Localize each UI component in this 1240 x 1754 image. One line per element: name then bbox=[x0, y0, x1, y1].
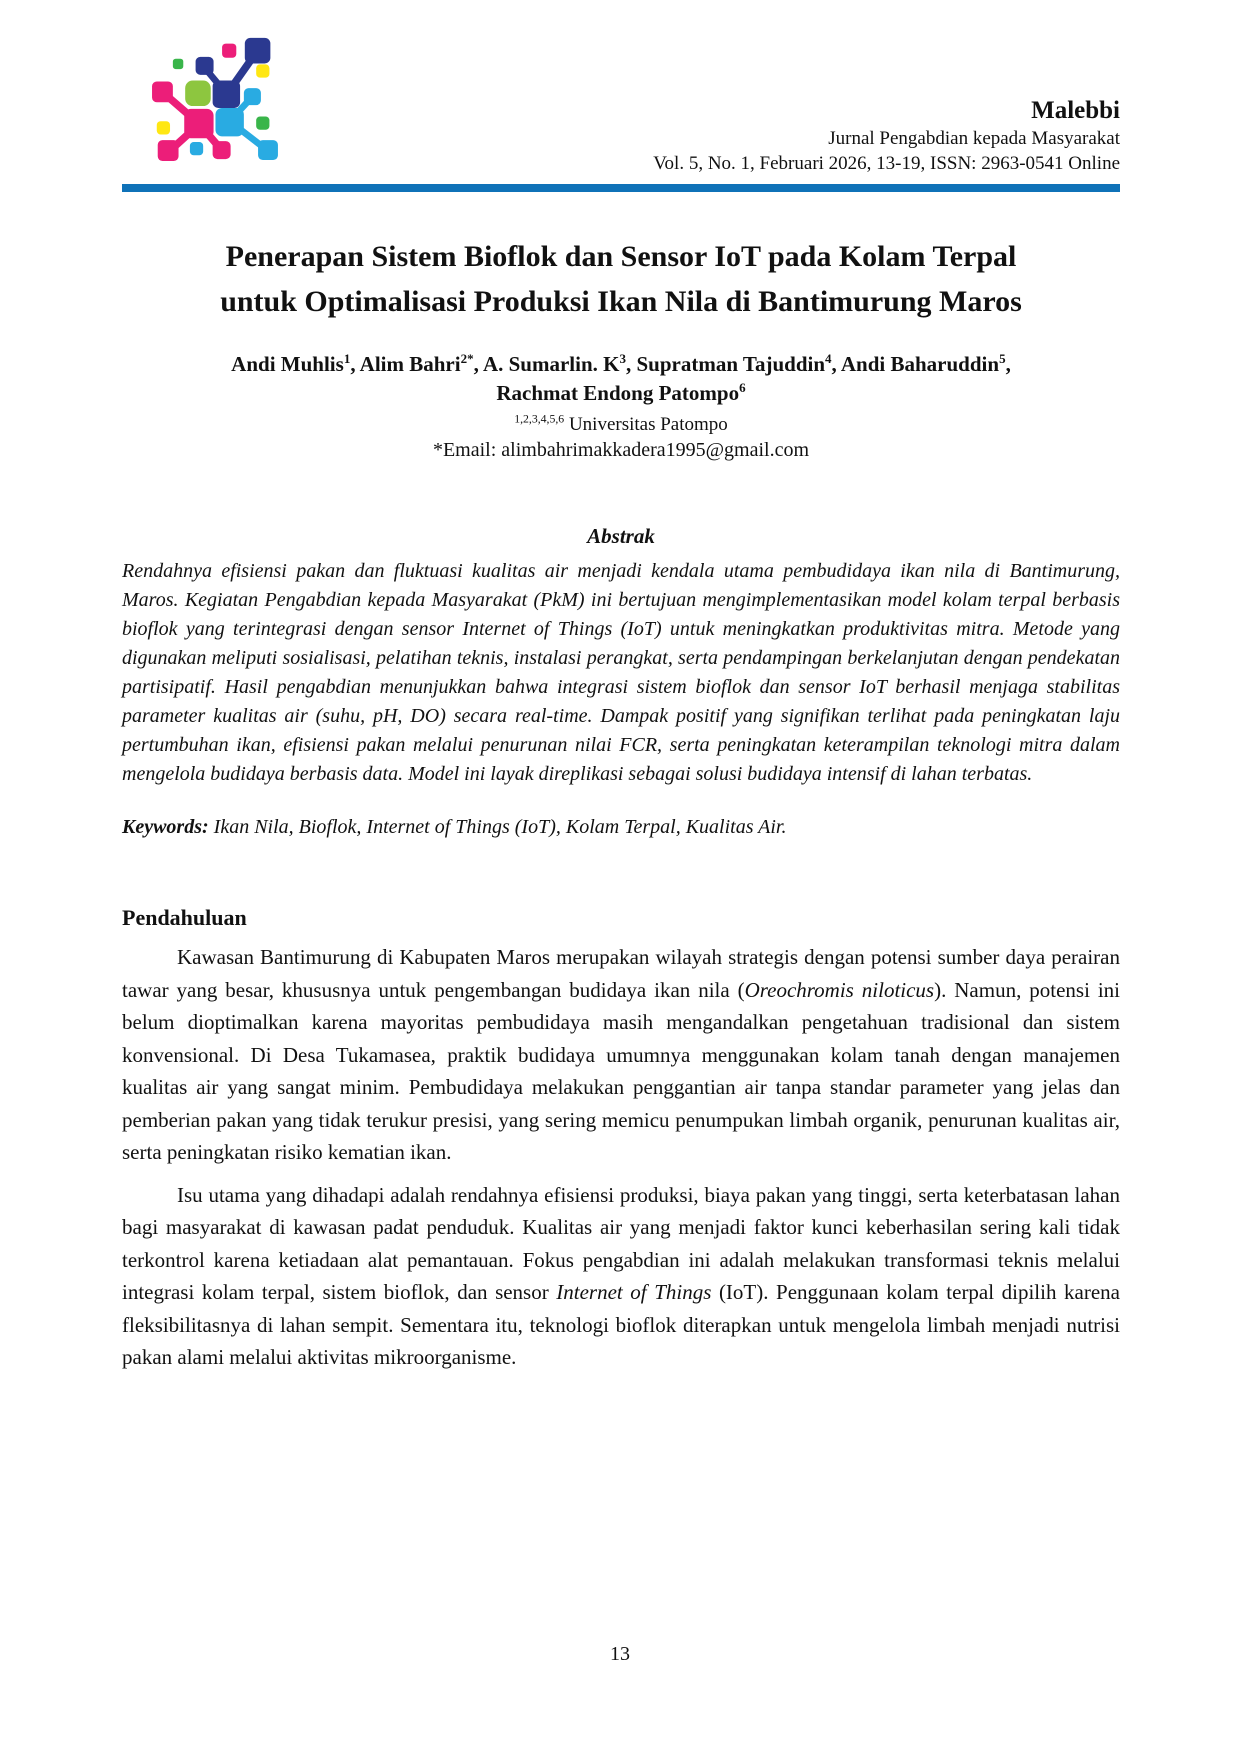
author-6: Rachmat Endong Patompo$^6$ bbox=[496, 380, 746, 405]
paragraph-2: Isu utama yang dihadapi adalah rendahnya efisiensi produksi, biaya pakan yang tinggi, serta keterbatasan lahan bagi masyarakat di kawasan padat penduduk. Kualitas air yang menjadi faktor kunci keberhasilan sering kali tidak terkontrol karena ketiadaan alat pemantauan. Fokus pengabdian ini adalah melakukan transformasi teknis melalui integrasi kolam terpal, sistem bioflok, dan sensor Internet of Things (IoT). Penggunaan kolam terpal dipilih karena fleksibilitasnya di lahan sempit. Sementara itu, teknologi bioflok diterapkan untuk mengelola limbah menjadi nutrisi pakan alami melalui aktivitas mikroorganisme. bbox=[122, 1182, 1120, 1369]
article-title bbox=[122, 234, 1120, 324]
author-1-superscript: 1 bbox=[343, 351, 351, 366]
authors-line bbox=[226, 350, 1016, 408]
affiliation-line bbox=[122, 414, 1120, 436]
author-1: Andi Muhlis$^1$, bbox=[231, 351, 360, 376]
email-line: *Email: alimbahrimakkadera1995@gmail.com bbox=[432, 439, 810, 461]
author-4: Supratman Tajuddin$^4$, bbox=[636, 351, 841, 376]
author-3-superscript: 3 bbox=[619, 351, 626, 366]
journal-subtitle: Jurnal Pengabdian kepada Masyarakat bbox=[828, 128, 1120, 150]
abstract-body: Rendahnya efisiensi pakan dan fluktuasi kualitas air menjadi kendala utama pembudidaya ikan nila di Bantimurung, Maros. Kegiatan Pengabdian kepada Masyarakat (PkM) ini bertujuan mengimplementasikan model kolam terpal berbasis bioflok yang terintegrasi dengan sensor Internet of Things (IoT) untuk meningkatkan produktivitas mitra. Metode yang digunakan meliputi sosialisasi, pelatihan teknis, instalasi perangkat, serta pendampingan berkelanjutan dengan pendekatan partisipatif. Hasil pengabdian menunjukkan bahwa integrasi sistem bioflok dan sensor IoT berhasil menjaga stabilitas parameter kualitas air (suhu, pH, DO) secara real-time. Dampak positif yang signifikan terlihat pada peningkatan laju pertumbuhan ikan, efisiensi pakan melalui penurunan nilai FCR, serta peningkatan keterampilan teknologi mitra dalam mengelola budidaya berbasis data. Model ini layak direplikasi sebagai solusi budidaya intensif di lahan terbatas. bbox=[122, 560, 1120, 785]
header-divider bbox=[122, 184, 1120, 192]
abstract-heading: Abstrak bbox=[587, 524, 655, 548]
article-title-line-1: Penerapan Sistem Bioflok dan Sensor IoT pada Kolam Terpal bbox=[225, 240, 1017, 273]
species-name-italic: Oreochromis niloticus bbox=[744, 977, 935, 1002]
journal-info bbox=[653, 95, 1120, 178]
keywords-line bbox=[122, 816, 1120, 839]
journal-name: Malebbi bbox=[1031, 97, 1120, 125]
author-4-superscript: 4 bbox=[825, 351, 832, 366]
page-number: 13 bbox=[610, 1643, 630, 1665]
section-heading-pendahuluan: Pendahuluan bbox=[122, 905, 247, 930]
author-2: Alim Bahri$^{2*}$, bbox=[359, 351, 483, 376]
author-5-superscript: 5 bbox=[999, 351, 1006, 366]
journal-issue-line: Vol. 5, No. 1, Februari 2026, 13-19, ISSN: 2963-0541 Online bbox=[653, 152, 1120, 174]
author-3: A. Sumarlin. $K^3$, bbox=[482, 351, 637, 376]
author-5: Andi Baharuddin$^5$, bbox=[840, 351, 1011, 376]
paragraph-1: Kawasan Bantimurung di Kabupaten Maros merupakan wilayah strategis dengan potensi sumber daya perairan tawar yang besar, khususnya untuk pengembangan budidaya ikan nila (Oreochromis niloticus). Namun, potensi ini belum dioptimalkan karena mayoritas pembudidaya masih mengandalkan pengetahuan tradisional dan sistem konvensional. Di Desa Tukamasea, praktik budidaya umumnya menggunakan kolam tanah dengan manajemen kualitas air yang sangat minim. Pembudidaya melakukan penggantian air tanpa standar parameter yang jelas dan pemberian pakan yang tidak terukur presisi, yang sering memicu penumpukan limbah organik, penurunan kualitas air, serta peningkatan risiko kematian ikan. bbox=[122, 945, 1120, 1164]
iot-term-italic: Internet of Things bbox=[556, 1280, 712, 1304]
article-title-line-2: untuk Optimalisasi Produksi Ikan Nila di Bantimurung Maros bbox=[220, 285, 1022, 318]
author-2-superscript: 2* bbox=[460, 351, 474, 366]
author-6-superscript: 6 bbox=[739, 380, 746, 395]
affiliation-name: Universitas Patompo bbox=[564, 414, 728, 435]
keywords-label: Keywords: bbox=[122, 816, 209, 838]
keywords-text: Ikan Nila, Bioflok, Internet of Things (IoT), Kolam Terpal, Kualitas Air. bbox=[208, 816, 787, 838]
journal-header bbox=[122, 36, 1120, 178]
journal-logo-icon bbox=[122, 36, 290, 178]
affiliation-superscript: 1,2,3,4,5,6 bbox=[514, 412, 565, 426]
